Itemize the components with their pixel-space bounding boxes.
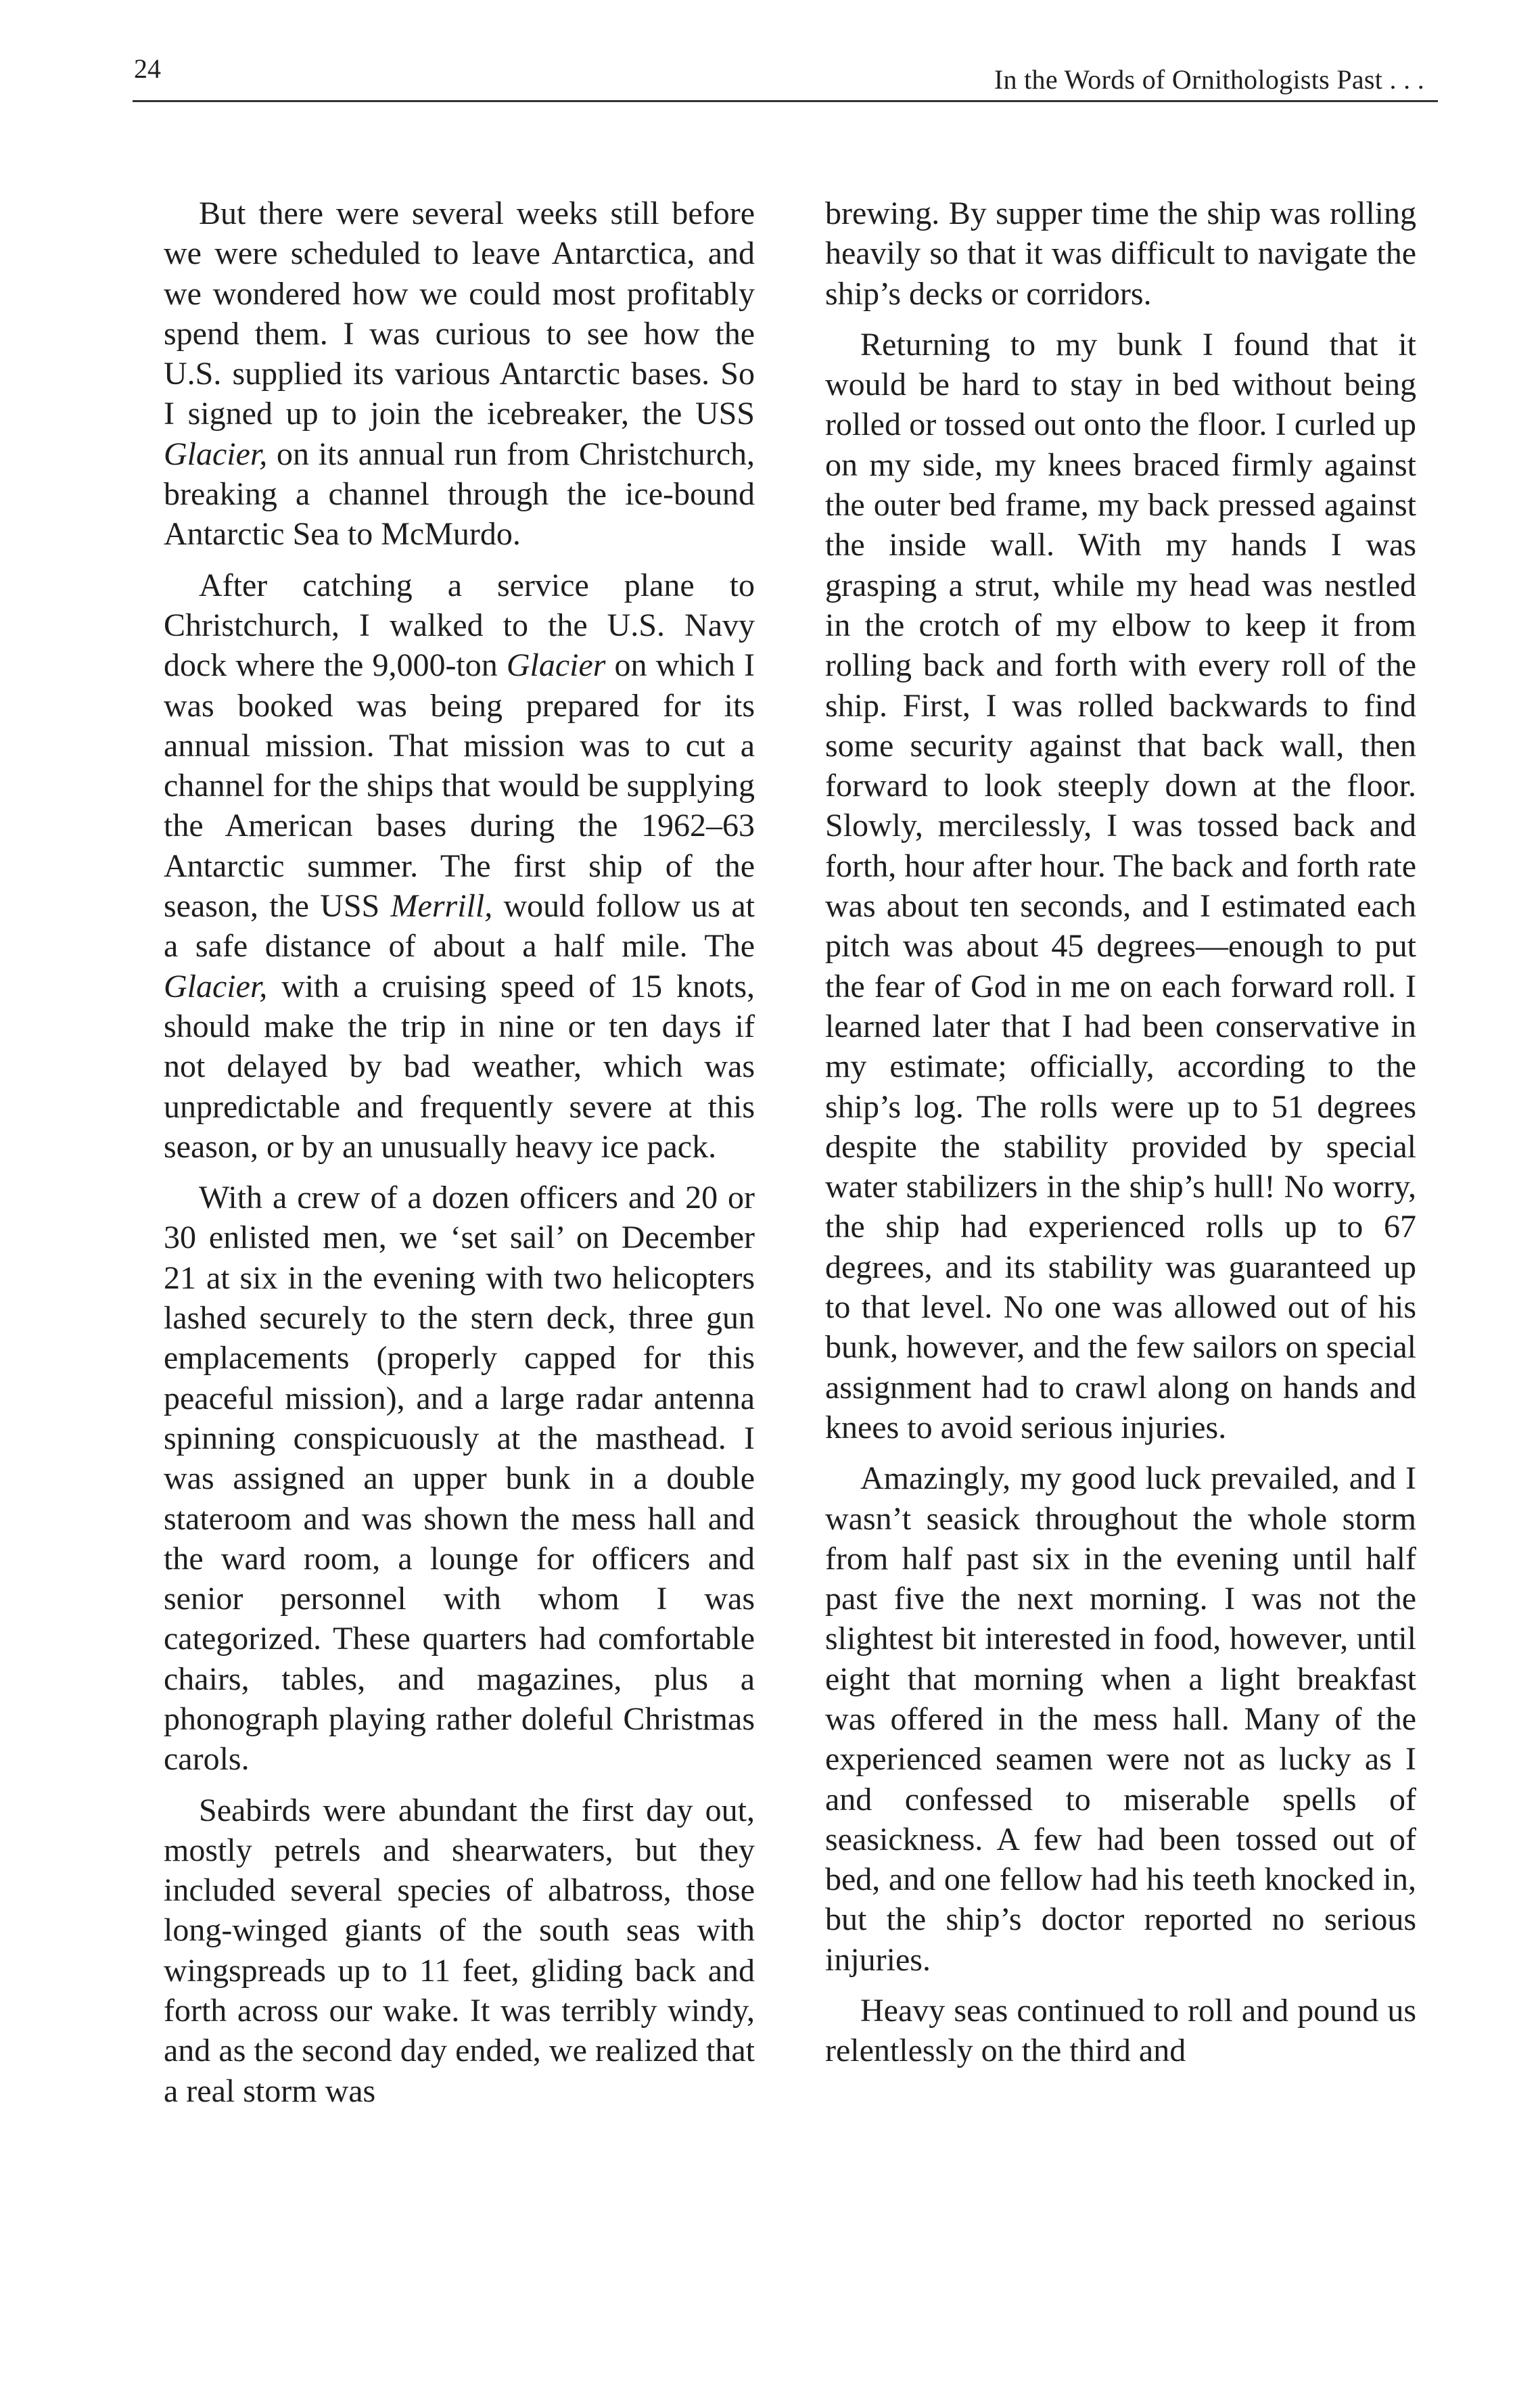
paragraph: With a crew of a dozen officers and 20 or 30 enlisted men, we ‘set sail’ on December 21 at six in the evening with two helicopters lashed securely to the stern deck, three gun emplacements (properly capped for this peaceful mission), and a large radar antenna spinning conspicuously at the masthead. I was assigned an upper bunk in a double stateroom and was shown the mess hall and the ward room, a lounge for officers and senior personnel with whom I was categorized. These quarters had comfortable chairs, tables, and magazines, plus a phonograph playing rather doleful Christmas carols. bbox=[164, 1180, 755, 1778]
text-run: with a cruising speed of 15 knots, should make the trip in nine or ten days if not delayed by bad weather, which was unpredictable and frequently severe at this season, or by an unusually heavy ice pack. bbox=[164, 968, 755, 1165]
text-run: on which I was booked was being prepared for its annual mission. That mission was to cut a channel for the ships that would be supplying the American bases during the 1962–63 Antarctic summer. The first ship of the season, the USS bbox=[164, 647, 755, 925]
running-head-title: In the Words of Ornithologists Past . . . bbox=[994, 64, 1424, 95]
text-run: would follow us at a safe distance of about a half mile. The bbox=[164, 888, 755, 965]
paragraph: Seabirds were abundant the first day out, mostly petrels and shearwaters, but they included several species of albatross, those long-winged giants of the south seas with wingspreads up to 11 feet, gliding back and forth across our wake. It was terribly windy, and as the second day ended, we realized that a real storm was bbox=[164, 1792, 755, 2109]
ship-name: Glacier, bbox=[164, 968, 268, 1004]
ship-name: Merrill, bbox=[390, 888, 493, 925]
header-rule bbox=[133, 100, 1438, 102]
text-run: After catching a service plane to Christchurch, I walked to the U.S. Navy dock where the 9,000-ton bbox=[164, 567, 755, 684]
left-column bbox=[164, 193, 755, 2111]
ship-name: Glacier bbox=[506, 647, 606, 684]
paragraph: Amazingly, my good luck prevailed, and I wasn’t seasick throughout the whole storm from half past six in the evening until half past five the next morning. I was not the slightest bit interested in food, however, until eight that morning when a light breakfast was offered in the mess hall. Many of the experienced seamen were not as lucky as I and confessed to miserable spells of seasickness. A few had been tossed out of bed, and one fellow had his teeth knocked in, but the ship’s doctor reported no serious injuries. bbox=[825, 1460, 1416, 1978]
page-number: 24 bbox=[134, 53, 161, 84]
paragraph: Returning to my bunk I found that it would be hard to stay in bed without being rolled or tossed out onto the floor. I curled up on my side, my knees braced firmly against the outer bed frame, my back pressed against the inside wall. With my hands I was grasping a strut, while my head was nestled in the crotch of my elbow to keep it from rolling back and forth with every roll of the ship. First, I was rolled backwards to find some security against that back wall, then forward to look steeply down at the floor. Slowly, mercilessly, I was tossed back and forth, hour after hour. The back and forth rate was about ten seconds, and I estimated each pitch was about 45 degrees—enough to put the fear of God in me on each forward roll. I learned later that I had been conservative in my estimate; officially, according to the ship’s log. The rolls were up to 51 degrees despite the stability provided by special water stabilizers in the ship’s hull! No worry, the ship had experienced rolls up to 67 degrees, and its stability was guaranteed up to that level. No one was allowed out of his bunk, however, and the few sailors on special assignment had to crawl along on hands and knees to avoid serious injuries. bbox=[825, 326, 1416, 1445]
text-run: But there were several weeks still before we were scheduled to leave Antarctica, and we wondered how we could most profitably spend them. I was curious to see how the U.S. supplied its various Antarctic bases. So I signed up to join the icebreaker, the USS bbox=[164, 195, 755, 432]
paragraph bbox=[164, 193, 755, 555]
paragraph bbox=[164, 565, 755, 1167]
ship-name: Glacier, bbox=[164, 436, 268, 472]
text-run: on its annual run from Christchurch, breaking a channel through the ice-bound Antarctic Sea to McMurdo. bbox=[164, 436, 755, 553]
right-column bbox=[825, 193, 1416, 2071]
paragraph: Heavy seas continued to roll and pound us relentlessly on the third and bbox=[825, 1993, 1416, 2069]
paragraph-continued: brewing. By supper time the ship was rolling heavily so that it was difficult to navigate the ship’s decks or corridors. bbox=[825, 195, 1416, 312]
